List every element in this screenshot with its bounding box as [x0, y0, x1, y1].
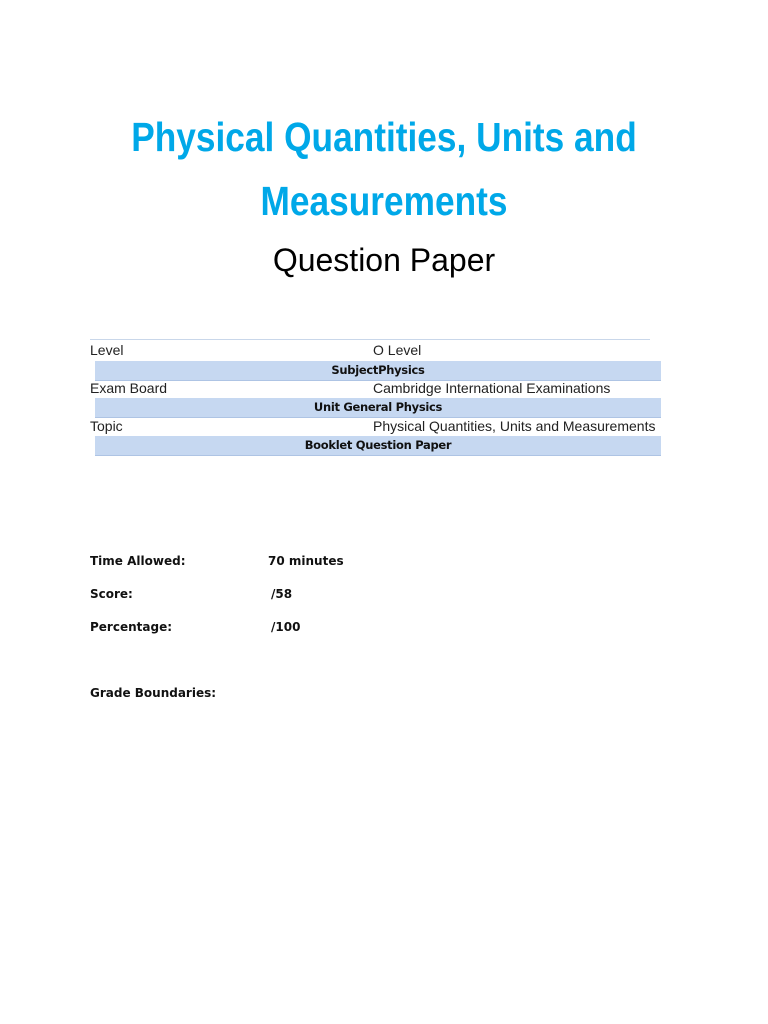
unit-value: General Physics [343, 400, 443, 414]
booklet-label: Booklet [304, 438, 353, 452]
unit-label: Unit [313, 400, 340, 414]
page-subtitle: Question Paper [272, 242, 496, 278]
table-row-booklet [95, 436, 661, 456]
percentage-row [90, 619, 301, 635]
table-row-topic [88, 417, 662, 436]
level-label: Level [90, 342, 124, 358]
level-value: O Level [373, 342, 422, 358]
score-row [90, 586, 293, 602]
score-label: Score: [90, 587, 133, 601]
table-row-subject [95, 361, 661, 381]
exam-board-value: Cambridge International Examinations [373, 380, 611, 396]
page-title-line-1: Physical Quantities, Units and [131, 114, 637, 160]
exam-board-label: Exam Board [90, 380, 168, 396]
time-allowed-row [90, 553, 344, 569]
percentage-value: /100 [271, 620, 301, 634]
table-row-level [88, 341, 662, 360]
subject-value: Physics [378, 363, 425, 377]
topic-label: Topic [90, 418, 123, 434]
topic-value: Physical Quantities, Units and Measurements [373, 418, 656, 434]
table-top-border [90, 339, 650, 340]
table-row-exam-board [88, 379, 662, 398]
grade-boundaries-label: Grade Boundaries: [90, 686, 217, 700]
time-allowed-value: 70 minutes [268, 554, 344, 568]
page-title-line-2: Measurements [260, 178, 508, 224]
table-row-unit [95, 398, 661, 418]
score-value: /58 [271, 587, 293, 601]
grade-boundaries-row [90, 685, 216, 701]
booklet-value: Question Paper [355, 438, 452, 452]
percentage-label: Percentage: [90, 620, 173, 634]
subject-label: Subject [331, 363, 379, 377]
time-allowed-label: Time Allowed: [90, 554, 186, 568]
